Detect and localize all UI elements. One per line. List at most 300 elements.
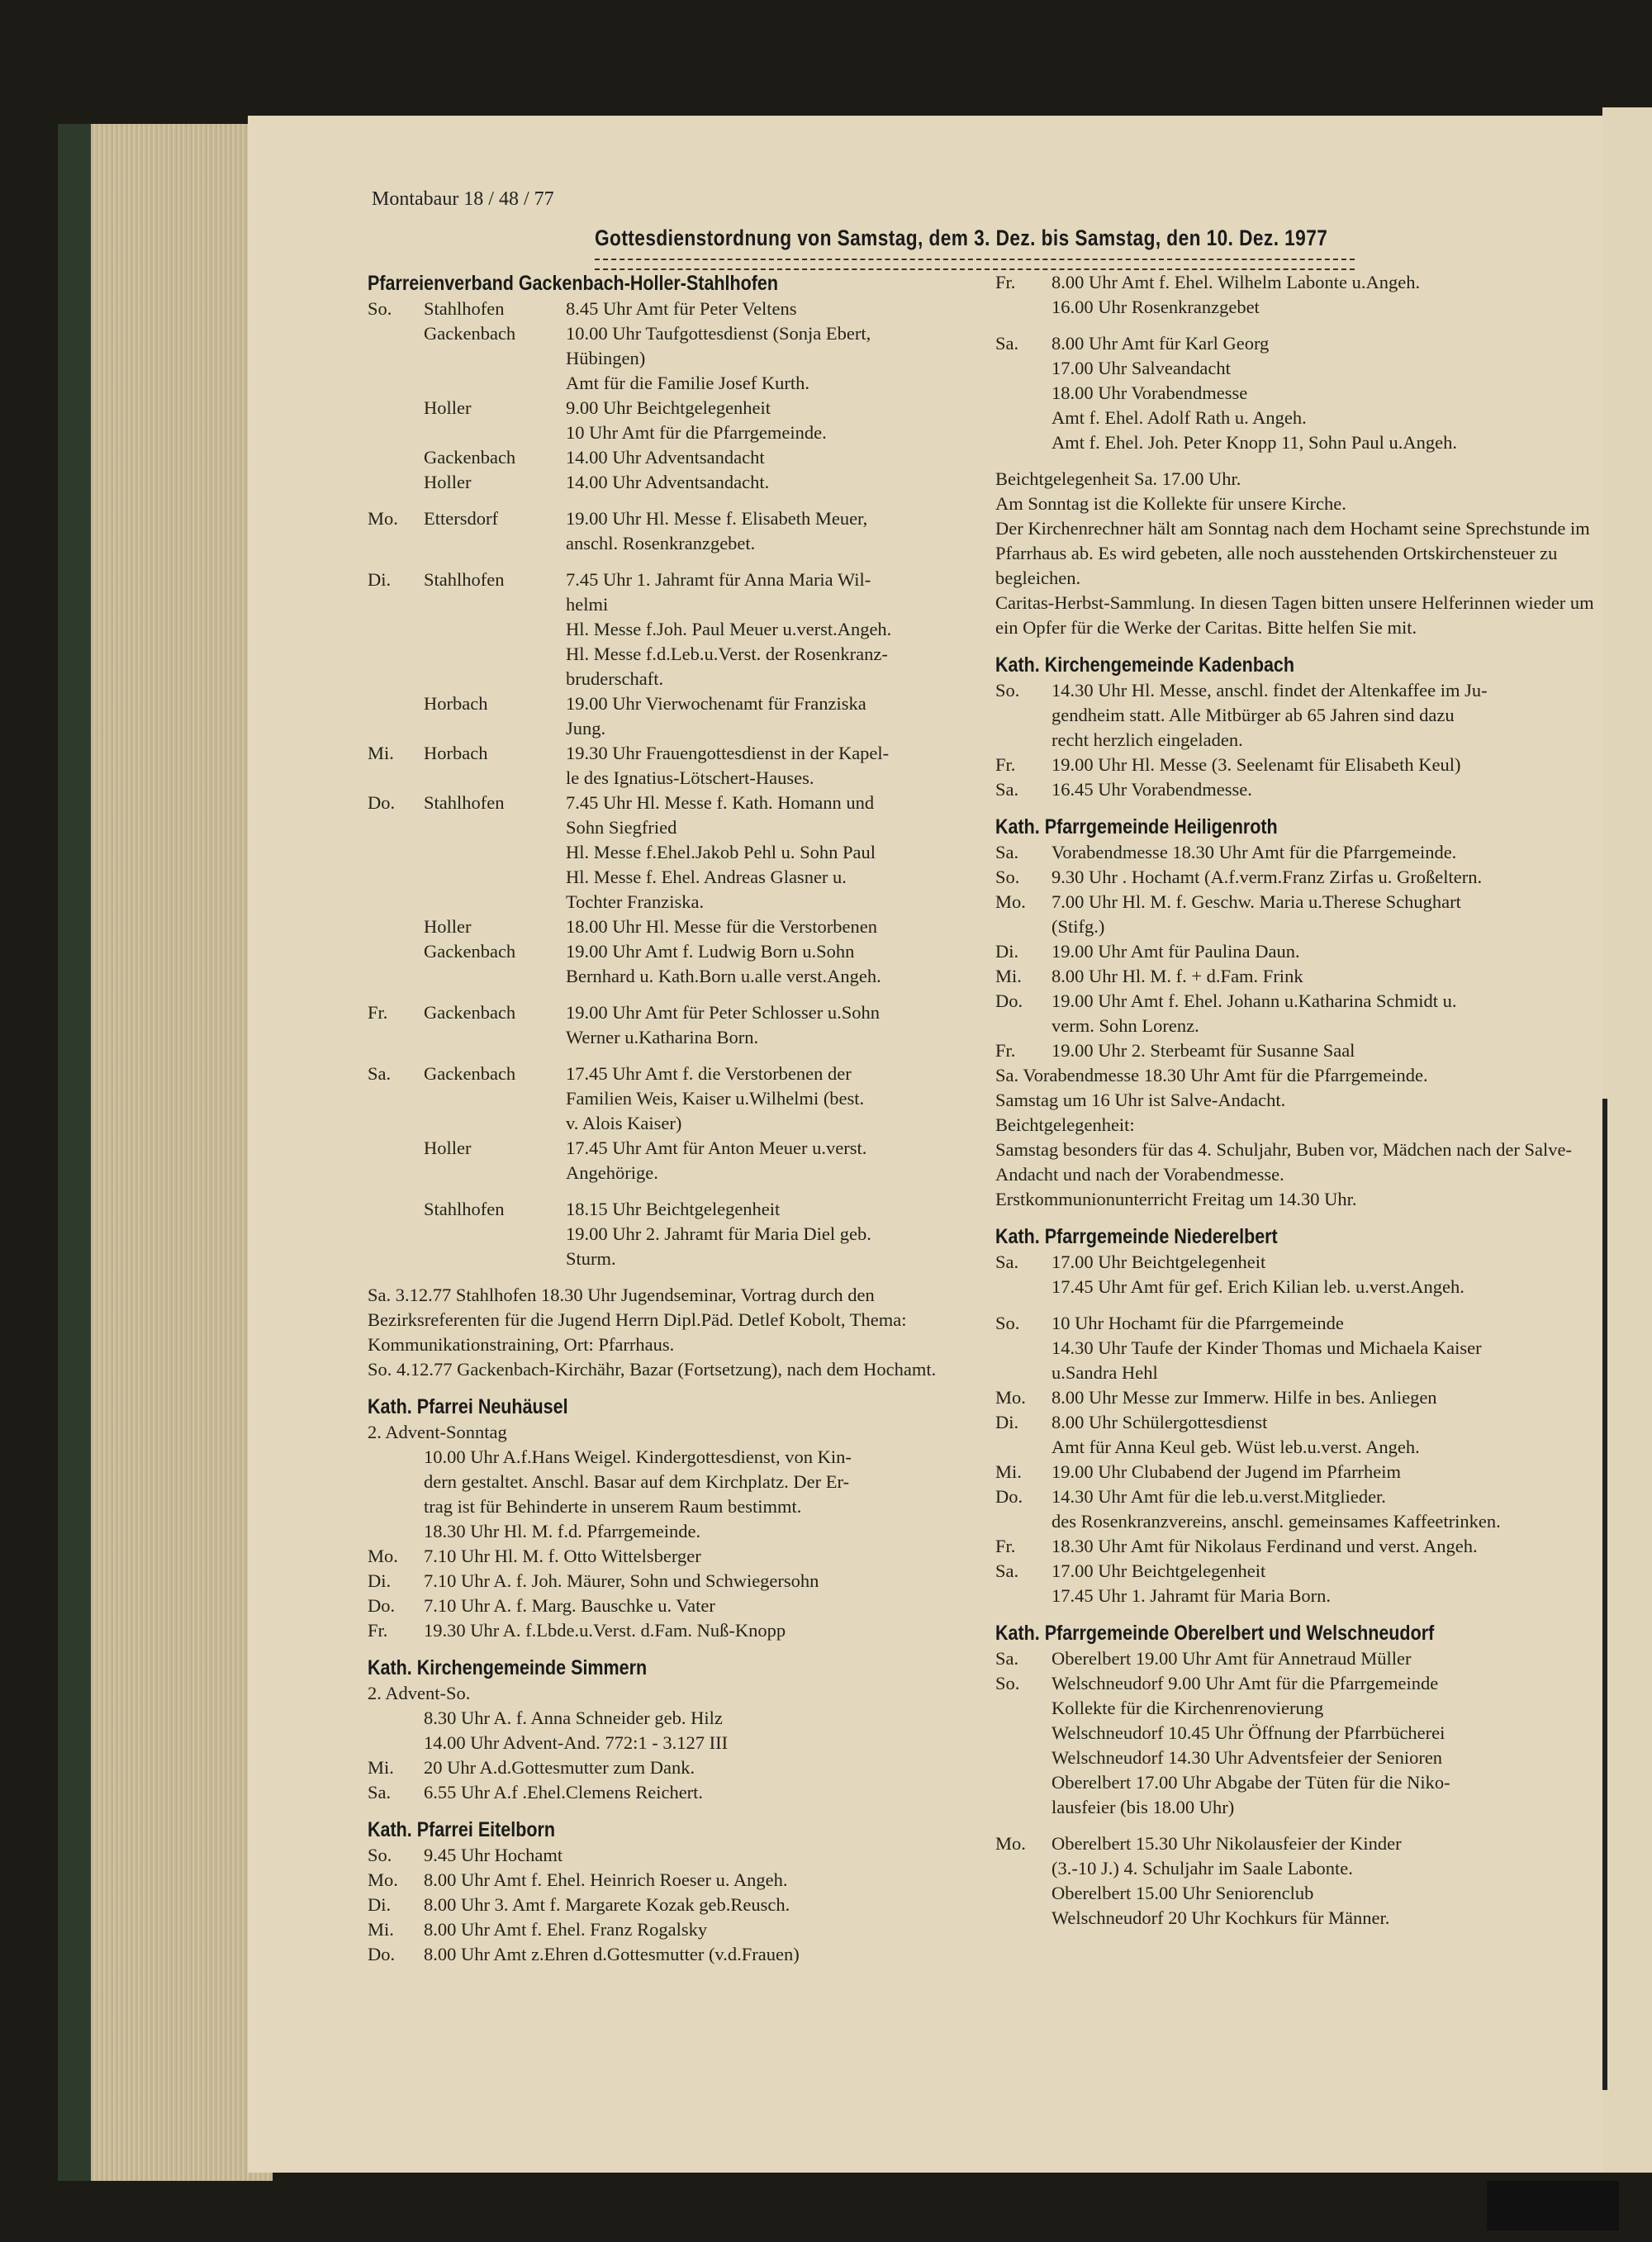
entry-day: Mo. <box>368 508 398 529</box>
schedule-entry <box>368 914 995 939</box>
schedule-entry <box>368 506 995 556</box>
section-heading: Kath. Pfarrei Neuhäusel <box>368 1395 568 1418</box>
entry-line: 8.00 Uhr Schülergottesdienst <box>1051 1412 1268 1432</box>
entry-day: Fr. <box>995 272 1016 292</box>
notice-paragraph: Beichtgelegenheit: <box>995 1114 1135 1135</box>
entry-day: So. <box>368 298 392 319</box>
entry-body <box>1051 865 1598 890</box>
entry-line: Oberelbert 19.00 Uhr Amt für Annetraud Müller <box>1051 1648 1412 1669</box>
entry-body <box>424 1544 995 1569</box>
schedule-entry <box>368 939 995 989</box>
entry-line: Kollekte für die Kirchenrenovierung <box>1051 1698 1324 1718</box>
entry-line: 19.00 Uhr Vierwochenamt für Franziska <box>566 693 866 714</box>
entry-body <box>566 939 995 989</box>
entry-line: 8.30 Uhr A. f. Anna Schneider geb. Hilz <box>424 1708 723 1728</box>
schedule-entry <box>995 1671 1598 1820</box>
entry-line: anschl. Rosenkranzgebet. <box>566 533 756 553</box>
entry-line: 18.30 Uhr Hl. M. f.d. Pfarrgemeinde. <box>424 1521 701 1541</box>
entry-body <box>1051 1311 1598 1385</box>
entry-body <box>1051 1831 1598 1931</box>
schedule-entry <box>368 445 995 470</box>
page-edges <box>91 124 273 2181</box>
entry-day: Sa. <box>368 1063 392 1084</box>
entry-day: Do. <box>368 1944 396 1964</box>
entry-day: Mi. <box>368 1757 394 1778</box>
entry-line: 7.10 Uhr A. f. Marg. Bauschke u. Vater <box>424 1595 715 1616</box>
entry-location: Gackenbach <box>424 1002 516 1023</box>
entry-body <box>1051 1410 1598 1460</box>
entry-line: 17.45 Uhr Amt für gef. Erich Kilian leb. u.verst.Angeh. <box>1051 1276 1464 1297</box>
schedule-entry <box>368 1544 995 1569</box>
entry-body <box>566 321 995 396</box>
entry-body <box>424 1594 995 1618</box>
right-column <box>995 270 1598 1931</box>
schedule-entry <box>368 470 995 495</box>
schedule-section <box>995 652 1598 802</box>
schedule-entry <box>995 939 1598 964</box>
entry-location: Stahlhofen <box>424 569 505 590</box>
entry-line: 19.00 Uhr Amt f. Ehel. Johann u.Katharina Schmidt u. <box>1051 990 1457 1011</box>
entry-day <box>368 939 424 989</box>
entry-line: 17.45 Uhr Amt für Anton Meuer u.verst. <box>566 1138 867 1158</box>
entry-line: 14.30 Uhr Amt für die leb.u.verst.Mitglieder. <box>1051 1486 1386 1507</box>
schedule-entry <box>995 1410 1598 1460</box>
entry-day: Sa. <box>995 842 1019 862</box>
schedule-entry <box>995 1484 1598 1534</box>
entry-line: 16.00 Uhr Rosenkranzgebet <box>1051 297 1260 317</box>
entry-body <box>566 914 995 939</box>
notice-paragraph: Erstkommunionunterricht Freitag um 14.30 Uhr. <box>995 1189 1357 1209</box>
entry-line: 8.00 Uhr Amt f. Ehel. Heinrich Roeser u. Angeh. <box>424 1869 788 1890</box>
schedule-entry <box>368 1445 995 1544</box>
entry-body <box>1051 270 1598 320</box>
entry-line: gendheim statt. Alle Mitbürger ab 65 Jahren sind dazu <box>1051 705 1455 725</box>
entry-line: Hl. Messe f.Joh. Paul Meuer u.verst.Angeh. <box>566 619 892 639</box>
entry-day: Mi. <box>368 1919 394 1940</box>
entry-location: Holler <box>424 397 472 418</box>
schedule-entry <box>368 1000 995 1050</box>
schedule-entry <box>995 270 1598 320</box>
entry-day: Sa. <box>995 1252 1019 1272</box>
entry-line: 19.00 Uhr Amt für Paulina Daun. <box>1051 941 1300 962</box>
schedule-entry <box>368 396 995 445</box>
entry-location: Holler <box>424 916 472 937</box>
schedule-entry <box>995 1038 1598 1063</box>
entry-line: Oberelbert 15.30 Uhr Nikolausfeier der Kinder <box>1051 1833 1402 1854</box>
entry-line: 17.45 Uhr Amt f. die Verstorbenen der <box>566 1063 852 1084</box>
entry-day: Do. <box>995 1486 1023 1507</box>
entry-day: Mo. <box>995 1387 1026 1408</box>
entry-line: 19.00 Uhr Hl. Messe (3. Seelenamt für Elisabeth Keul) <box>1051 754 1461 775</box>
entry-line: Hl. Messe f. Ehel. Andreas Glasner u. <box>566 867 847 887</box>
entry-day: Mi. <box>368 743 394 763</box>
schedule-section <box>995 1620 1598 1931</box>
entry-day <box>368 321 424 396</box>
entry-line: Welschneudorf 10.45 Uhr Öffnung der Pfarrbücherei <box>1051 1722 1446 1743</box>
entry-day: So. <box>995 1313 1020 1333</box>
schedule-entry <box>995 1460 1598 1484</box>
entry-body <box>1051 1484 1598 1534</box>
entry-day: Mo. <box>995 1833 1026 1854</box>
entry-body <box>566 1000 995 1050</box>
entry-line: Familien Weis, Kaiser u.Wilhelmi (best. <box>566 1088 865 1109</box>
schedule-section <box>368 1817 995 1967</box>
entry-location: Gackenbach <box>424 323 516 344</box>
entry-body <box>1051 939 1598 964</box>
entry-body <box>1051 1559 1598 1608</box>
page-header: Montabaur 18 / 48 / 77 <box>372 188 554 210</box>
entry-line: 14.00 Uhr Advent-And. 772:1 - 3.127 III <box>424 1732 729 1753</box>
entry-body <box>566 396 995 445</box>
entry-body <box>424 1917 995 1942</box>
notice-paragraph: Der Kirchenrechner hält am Sonntag nach dem Hochamt seine Sprechstunde im Pfarrhaus ab. Es wird gebeten, alle noch ausstehenden Ortskirchensteuer zu begleichen. <box>995 518 1590 588</box>
entry-day <box>368 1197 424 1271</box>
entry-day: So. <box>995 680 1020 701</box>
schedule-entry <box>368 691 995 741</box>
entry-line: le des Ignatius-Lötschert-Hauses. <box>566 767 814 788</box>
entry-day: Sa. <box>368 1782 392 1803</box>
entry-body <box>1051 1385 1598 1410</box>
entry-day: Mi. <box>995 966 1022 986</box>
entry-location: Ettersdorf <box>424 508 498 529</box>
entry-day-heading: 2. Advent-Sonntag <box>368 1422 507 1442</box>
entry-line: dern gestaltet. Anschl. Basar auf dem Kirchplatz. Der Er- <box>424 1471 849 1492</box>
entry-line: 8.00 Uhr 3. Amt f. Margarete Kozak geb.Reusch. <box>424 1894 790 1915</box>
entry-day: Do. <box>368 1595 396 1616</box>
entry-body <box>424 1893 995 1917</box>
schedule-entry <box>368 1569 995 1594</box>
entry-line: Amt f. Ehel. Joh. Peter Knopp 11, Sohn Paul u.Angeh. <box>1051 432 1458 453</box>
entry-line: Amt für Anna Keul geb. Wüst leb.u.verst. Angeh. <box>1051 1437 1420 1457</box>
spacer <box>995 1299 1598 1311</box>
schedule-entry <box>995 1831 1598 1931</box>
entry-line: 8.00 Uhr Messe zur Immerw. Hilfe in bes. Anliegen <box>1051 1387 1437 1408</box>
spacer <box>368 1271 995 1283</box>
notice-paragraph: Am Sonntag ist die Kollekte für unsere Kirche. <box>995 493 1346 514</box>
entry-line: (3.-10 J.) 4. Schuljahr im Saale Labonte. <box>1051 1858 1353 1879</box>
entry-line: lausfeier (bis 18.00 Uhr) <box>1051 1797 1235 1817</box>
entry-line: 19.30 Uhr Frauengottesdienst in der Kapel- <box>566 743 890 763</box>
entry-body <box>566 691 995 741</box>
entry-line: 17.00 Uhr Beichtgelegenheit <box>1051 1252 1266 1272</box>
entry-line: 19.00 Uhr 2. Jahramt für Maria Diel geb. <box>566 1223 871 1244</box>
entry-body <box>566 1062 995 1136</box>
notice-paragraph: Sa. Vorabendmesse 18.30 Uhr Amt für die Pfarrgemeinde. <box>995 1065 1428 1085</box>
entry-line: 17.45 Uhr 1. Jahramt für Maria Born. <box>1051 1585 1332 1606</box>
entry-line: Welschneudorf 9.00 Uhr Amt für die Pfarrgemeinde <box>1051 1673 1439 1693</box>
entry-day: Mo. <box>995 891 1026 912</box>
notice-paragraph: Sa. 3.12.77 Stahlhofen 18.30 Uhr Jugendseminar, Vortrag durch den Bezirksreferenten für die Jugend Herrn Dipl.Päd. Detlef Kobolt, Thema: Kommunikationstraining, Ort: Pfarrhaus. <box>368 1285 907 1355</box>
entry-body <box>424 1942 995 1967</box>
schedule-entry <box>995 1311 1598 1385</box>
entry-day: Fr. <box>368 1002 388 1023</box>
entry-day-heading: 2. Advent-So. <box>368 1683 471 1703</box>
entry-body <box>1051 1646 1598 1671</box>
entry-line: 18.00 Uhr Vorabendmesse <box>1051 382 1248 403</box>
entry-body <box>566 470 995 495</box>
entry-line: v. Alois Kaiser) <box>566 1113 682 1133</box>
spacer <box>995 320 1598 331</box>
entry-body <box>1051 753 1598 777</box>
schedule-entry <box>368 1843 995 1868</box>
schedule-entry <box>995 865 1598 890</box>
entry-line: 7.10 Uhr Hl. M. f. Otto Wittelsberger <box>424 1546 701 1566</box>
entry-day: Do. <box>368 792 396 813</box>
entry-line: 8.00 Uhr Amt z.Ehren d.Gottesmutter (v.d.Frauen) <box>424 1944 800 1964</box>
entry-line: 14.00 Uhr Adventsandacht. <box>566 472 770 492</box>
entry-day: So. <box>368 1845 392 1865</box>
entry-line: 17.00 Uhr Salveandacht <box>1051 358 1231 378</box>
entry-line: verm. Sohn Lorenz. <box>1051 1015 1199 1036</box>
entry-day: Mo. <box>368 1546 398 1566</box>
entry-line: Amt für die Familie Josef Kurth. <box>566 373 809 393</box>
schedule-section <box>995 1223 1598 1608</box>
entry-body <box>424 1445 995 1544</box>
entry-body <box>566 1197 995 1271</box>
entry-day: Fr. <box>368 1620 388 1641</box>
next-page-edge <box>1602 107 1652 2173</box>
entry-day: Sa. <box>995 1648 1019 1669</box>
entry-line: 8.00 Uhr Amt f. Ehel. Franz Rogalsky <box>424 1919 708 1940</box>
spacer <box>995 455 1598 467</box>
entry-line: Sohn Siegfried <box>566 817 677 838</box>
entry-day: Sa. <box>995 1560 1019 1581</box>
entry-line: Oberelbert 15.00 Uhr Seniorenclub <box>1051 1883 1314 1903</box>
section-heading: Kath. Pfarrei Eitelborn <box>368 1818 555 1841</box>
entry-body <box>1051 1671 1598 1820</box>
entry-line: 6.55 Uhr A.f .Ehel.Clemens Reichert. <box>424 1782 704 1803</box>
entry-line: Hl. Messe f.d.Leb.u.Verst. der Rosenkranz- <box>566 644 888 664</box>
entry-line: 9.30 Uhr . Hochamt (A.f.verm.Franz Zirfas u. Großeltern. <box>1051 867 1483 887</box>
entry-line: 8.00 Uhr Hl. M. f. + d.Fam. Frink <box>1051 966 1303 986</box>
entry-line: 19.00 Uhr 2. Sterbeamt für Susanne Saal <box>1051 1040 1355 1061</box>
schedule-entry <box>995 1559 1598 1608</box>
entry-location: Stahlhofen <box>424 792 505 813</box>
schedule-section <box>995 270 1598 640</box>
schedule-section <box>368 1394 995 1643</box>
schedule-entry <box>368 791 995 914</box>
entry-location: Gackenbach <box>424 941 516 962</box>
title-rule <box>595 259 1355 270</box>
entry-day: So. <box>995 867 1020 887</box>
schedule-entry <box>995 777 1598 802</box>
entry-line: 18.00 Uhr Hl. Messe für die Verstorbenen <box>566 916 878 937</box>
schedule-entry <box>995 989 1598 1038</box>
entry-body <box>1051 1250 1598 1299</box>
entry-line: recht herzlich eingeladen. <box>1051 729 1243 750</box>
notice-paragraph: Caritas-Herbst-Sammlung. In diesen Tagen bitten unsere Helferinnen wieder um ein Opfer für die Werke der Caritas. Bitte helfen Sie mit. <box>995 592 1594 638</box>
entry-day <box>368 1136 424 1185</box>
schedule-entry <box>995 890 1598 939</box>
schedule-entry <box>995 678 1598 753</box>
spacer <box>995 1820 1598 1831</box>
entry-line: Hl. Messe f.Ehel.Jakob Pehl u. Sohn Paul <box>566 842 876 862</box>
entry-line: 10.00 Uhr Taufgottesdienst (Sonja Ebert, <box>566 323 871 344</box>
schedule-entry <box>995 840 1598 865</box>
entry-line: (Stifg.) <box>1051 916 1105 937</box>
entry-day: Sa. <box>995 779 1019 800</box>
entry-day: Mo. <box>368 1869 398 1890</box>
entry-line: Jung. <box>566 718 606 739</box>
entry-line: u.Sandra Hehl <box>1051 1362 1158 1383</box>
section-heading: Kath. Pfarrgemeinde Niederelbert <box>995 1225 1278 1248</box>
entry-location: Gackenbach <box>424 447 516 468</box>
schedule-entry <box>995 1646 1598 1671</box>
entry-body <box>424 1868 995 1893</box>
schedule-entry <box>368 1942 995 1967</box>
entry-day: Fr. <box>995 1536 1016 1556</box>
schedule-entry <box>995 964 1598 989</box>
entry-day: Fr. <box>995 754 1016 775</box>
entry-body <box>424 1569 995 1594</box>
entry-body <box>566 791 995 914</box>
section-heading: Kath. Kirchengemeinde Kadenbach <box>995 653 1295 677</box>
entry-line: Sturm. <box>566 1248 616 1269</box>
entry-day: Di. <box>368 569 392 590</box>
spacer <box>368 556 995 568</box>
entry-day: Fr. <box>995 1040 1016 1061</box>
entry-line: 10 Uhr Hochamt für die Pfarrgemeinde <box>1051 1313 1344 1333</box>
schedule-entry <box>368 321 995 396</box>
schedule-entry <box>368 1594 995 1618</box>
entry-body <box>1051 1460 1598 1484</box>
entry-body <box>566 445 995 470</box>
page-title: Gottesdienstordnung von Samstag, dem 3. Dez. bis Samstag, den 10. Dez. 1977 <box>595 226 1328 250</box>
entry-line: 17.00 Uhr Beichtgelegenheit <box>1051 1560 1266 1581</box>
entry-line: 8.45 Uhr Amt für Peter Veltens <box>566 298 797 319</box>
schedule-entry <box>368 1706 995 1755</box>
schedule-entry <box>368 741 995 791</box>
entry-body <box>1051 1038 1598 1063</box>
section-heading: Kath. Pfarrgemeinde Heiligenroth <box>995 815 1278 838</box>
entry-location: Holler <box>424 472 472 492</box>
entry-body <box>566 741 995 791</box>
entry-line: 19.00 Uhr Clubabend der Jugend im Pfarrheim <box>1051 1461 1402 1482</box>
spacer <box>368 989 995 1000</box>
entry-day: Di. <box>995 941 1019 962</box>
spacer <box>368 1185 995 1197</box>
entry-line: 14.30 Uhr Hl. Messe, anschl. findet der Altenkaffee im Ju- <box>1051 680 1488 701</box>
schedule-entry <box>368 1893 995 1917</box>
section-heading: Kath. Kirchengemeinde Simmern <box>368 1656 648 1679</box>
schedule-section <box>368 1655 995 1805</box>
left-column <box>368 270 995 1967</box>
schedule-entry <box>368 297 995 321</box>
section-heading: Pfarreienverband Gackenbach-Holler-Stahlhofen <box>368 272 779 295</box>
entry-line: 8.00 Uhr Amt f. Ehel. Wilhelm Labonte u.Angeh. <box>1051 272 1421 292</box>
schedule-entry <box>995 331 1598 455</box>
entry-body <box>424 1618 995 1643</box>
entry-day: So. <box>995 1673 1020 1693</box>
entry-day: Do. <box>995 990 1023 1011</box>
entry-location: Horbach <box>424 743 488 763</box>
spacer <box>368 1050 995 1062</box>
entry-line: 9.00 Uhr Beichtgelegenheit <box>566 397 771 418</box>
schedule-entry <box>995 753 1598 777</box>
entry-body <box>424 1706 995 1755</box>
entry-body <box>1051 890 1598 939</box>
entry-line: 16.45 Uhr Vorabendmesse. <box>1051 779 1252 800</box>
entry-day <box>368 470 424 495</box>
entry-location: Gackenbach <box>424 1063 516 1084</box>
entry-line: Oberelbert 17.00 Uhr Abgabe der Tüten für die Niko- <box>1051 1772 1450 1793</box>
scan-ruler <box>1487 2181 1619 2230</box>
entry-body <box>566 1136 995 1185</box>
entry-line: 20 Uhr A.d.Gottesmutter zum Dank. <box>424 1757 695 1778</box>
entry-day: Sa. <box>995 333 1019 354</box>
entry-line: 7.10 Uhr A. f. Joh. Mäurer, Sohn und Schwiegersohn <box>424 1570 819 1591</box>
entry-line: 19.00 Uhr Amt für Peter Schlosser u.Sohn <box>566 1002 880 1023</box>
entry-line: Werner u.Katharina Born. <box>566 1027 759 1047</box>
schedule-entry <box>368 568 995 691</box>
entry-line: 19.00 Uhr Hl. Messe f. Elisabeth Meuer, <box>566 508 868 529</box>
entry-line: Angehörige. <box>566 1162 658 1183</box>
entry-body <box>1051 678 1598 753</box>
spacer <box>368 495 995 506</box>
entry-line: 7.45 Uhr 1. Jahramt für Anna Maria Wil- <box>566 569 871 590</box>
notice-paragraph: So. 4.12.77 Gackenbach-Kirchähr, Bazar (Fortsetzung), nach dem Hochamt. <box>368 1359 937 1380</box>
schedule-entry <box>368 1780 995 1805</box>
entry-line: 19.00 Uhr Amt f. Ludwig Born u.Sohn <box>566 941 855 962</box>
entry-line: 10.00 Uhr A.f.Hans Weigel. Kindergottesdienst, von Kin- <box>424 1446 852 1467</box>
entry-line: 14.30 Uhr Taufe der Kinder Thomas und Michaela Kaiser <box>1051 1337 1482 1358</box>
entry-body <box>1051 777 1598 802</box>
entry-line: 7.00 Uhr Hl. M. f. Geschw. Maria u.Therese Schughart <box>1051 891 1461 912</box>
entry-day <box>368 691 424 741</box>
entry-line: Welschneudorf 20 Uhr Kochkurs für Männer. <box>1051 1907 1390 1928</box>
entry-line: Amt f. Ehel. Adolf Rath u. Angeh. <box>1051 407 1307 428</box>
entry-body <box>424 1843 995 1868</box>
entry-body <box>1051 989 1598 1038</box>
entry-body <box>1051 1534 1598 1559</box>
schedule-entry <box>368 1136 995 1185</box>
entry-line: Bernhard u. Kath.Born u.alle verst.Angeh. <box>566 966 881 986</box>
schedule-entry <box>368 1197 995 1271</box>
notice-paragraph: Beichtgelegenheit Sa. 17.00 Uhr. <box>995 468 1241 489</box>
entry-body <box>424 1755 995 1780</box>
schedule-entry <box>368 1917 995 1942</box>
entry-location: Stahlhofen <box>424 1199 505 1219</box>
entry-location: Horbach <box>424 693 488 714</box>
entry-body <box>566 297 995 321</box>
entry-day <box>368 914 424 939</box>
entry-line: 18.30 Uhr Amt für Nikolaus Ferdinand und verst. Angeh. <box>1051 1536 1478 1556</box>
schedule-section <box>995 814 1598 1212</box>
entry-line: 7.45 Uhr Hl. Messe f. Kath. Homann und <box>566 792 875 813</box>
entry-day: Di. <box>368 1894 392 1915</box>
entry-day <box>368 445 424 470</box>
schedule-entry <box>368 1755 995 1780</box>
schedule-entry <box>368 1868 995 1893</box>
section-heading: Kath. Pfarrgemeinde Oberelbert und Welschneudorf <box>995 1622 1435 1645</box>
entry-line: bruderschaft. <box>566 668 664 689</box>
schedule-entry <box>368 1062 995 1136</box>
entry-line: Tochter Franziska. <box>566 891 705 912</box>
entry-day <box>368 396 424 445</box>
schedule-entry <box>368 1618 995 1643</box>
entry-day: Mi. <box>995 1461 1022 1482</box>
notice-paragraph: Samstag besonders für das 4. Schuljahr, Buben vor, Mädchen nach der Salve-Andacht und nach der Vorabendmesse. <box>995 1139 1573 1185</box>
entry-body <box>424 1780 995 1805</box>
entry-line: Welschneudorf 14.30 Uhr Adventsfeier der Senioren <box>1051 1747 1443 1768</box>
entry-line: 8.00 Uhr Amt für Karl Georg <box>1051 333 1270 354</box>
entry-line: 9.45 Uhr Hochamt <box>424 1845 563 1865</box>
notice-paragraph: Samstag um 16 Uhr ist Salve-Andacht. <box>995 1090 1286 1110</box>
entry-body <box>1051 964 1598 989</box>
entry-line: 19.30 Uhr A. f.Lbde.u.Verst. d.Fam. Nuß-Knopp <box>424 1620 786 1641</box>
schedule-entry <box>995 1534 1598 1559</box>
entry-body <box>566 568 995 691</box>
